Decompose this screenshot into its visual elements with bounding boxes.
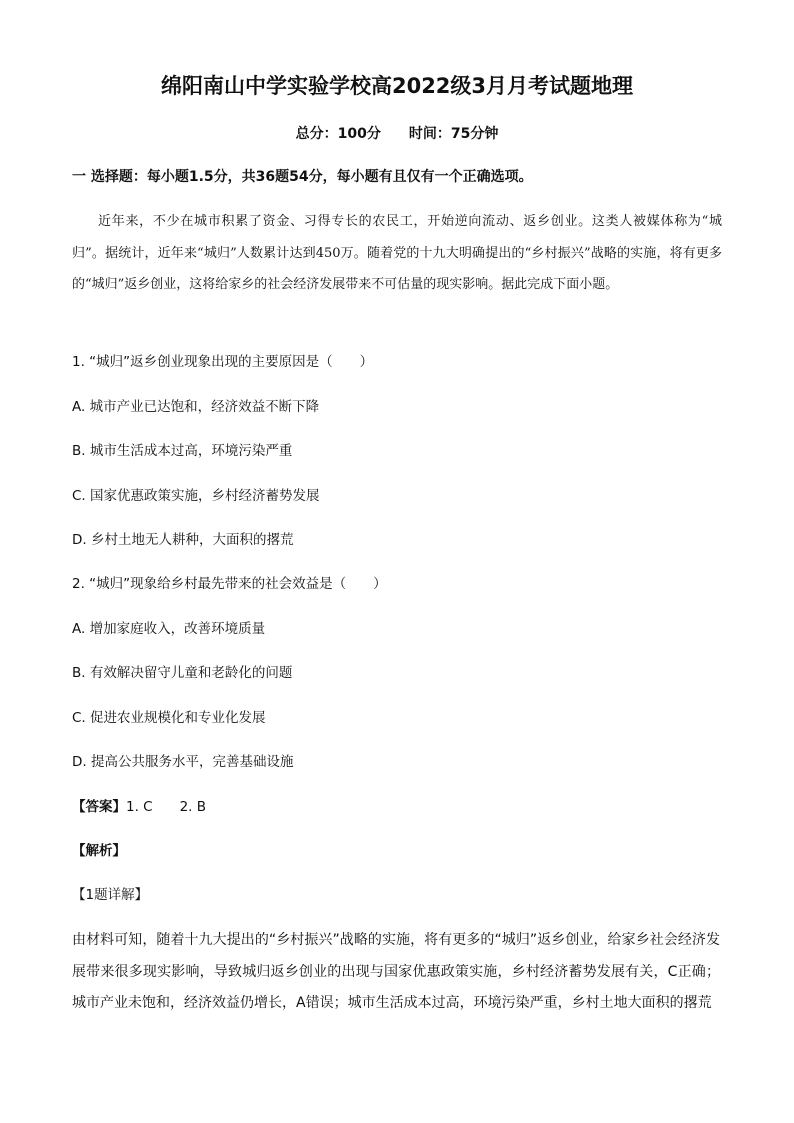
detail-label-text: 【1题详解】 — [72, 887, 149, 903]
question-1-option-a: A. 城市产业已达饱和，经济效益不断下降 — [72, 399, 320, 415]
question-1-option-d: D. 乡村土地无人耕种，大面积的撂荒 — [72, 532, 294, 548]
question-2-option-c: C. 促进农业规模化和专业化发展 — [72, 710, 266, 726]
exam-meta — [0, 123, 794, 143]
question-1-option-b: B. 城市生活成本过高，环境污染严重 — [72, 443, 293, 459]
detail-label — [72, 883, 148, 903]
total-score: 总分：100分 — [295, 126, 381, 142]
page-title: 绵阳南山中学实验学校高2022级3月月考试题地理 — [160, 74, 634, 98]
exam-time: 时间：75分钟 — [408, 126, 499, 142]
question-2-option-b: B. 有效解决留守儿童和老龄化的问题 — [72, 665, 293, 681]
answer-label: 【答案】 — [72, 799, 126, 815]
question-2-option-d: D. 提高公共服务水平，完善基础设施 — [72, 754, 294, 770]
section-heading: 一 选择题：每小题1.5分，共36题54分，每小题有且仅有一个正确选项。 — [72, 169, 533, 185]
reading-passage: 近年来，不少在城市积累了资金、习得专长的农民工，开始逆向流动、返乡创业。这类人被媒体称为“城归”。据统计，近年来“城归”人数累计达到450万。随着党的十九大明确提出的“乡村振兴”战略的实施，将有更多的“城归”返乡创业，这将给家乡的社会经济发展带来不可估量的现实影响。据此完成下面小题。 — [72, 214, 722, 292]
question-2-stem: 2. “城归”现象给乡村最先带来的社会效益是（ ） — [72, 576, 387, 592]
analysis-label-text: 【解析】 — [72, 843, 126, 859]
explanation-text: 由材料可知，随着十九大提出的“乡村振兴”战略的实施，将有更多的“城归”返乡创业，给家乡社会经济发展带来很多现实影响，导致城归返乡创业的出现与国家优惠政策实施，乡村经济蓄势发展有关，C正确；城市产业未饱和，经济效益仍增长，A错误；城市生活成本过高，环境污染严重，乡村土地大面积的撂荒 — [72, 932, 720, 1011]
question-1-option-c: C. 国家优惠政策实施，乡村经济蓄势发展 — [72, 488, 320, 504]
analysis-label — [72, 839, 126, 859]
answer-line — [72, 795, 206, 815]
answer-text: 1. C 2. B — [126, 799, 207, 815]
question-1-stem: 1. “城归”返乡创业现象出现的主要原因是（ ） — [72, 354, 374, 370]
question-2-option-a: A. 增加家庭收入，改善环境质量 — [72, 621, 266, 637]
